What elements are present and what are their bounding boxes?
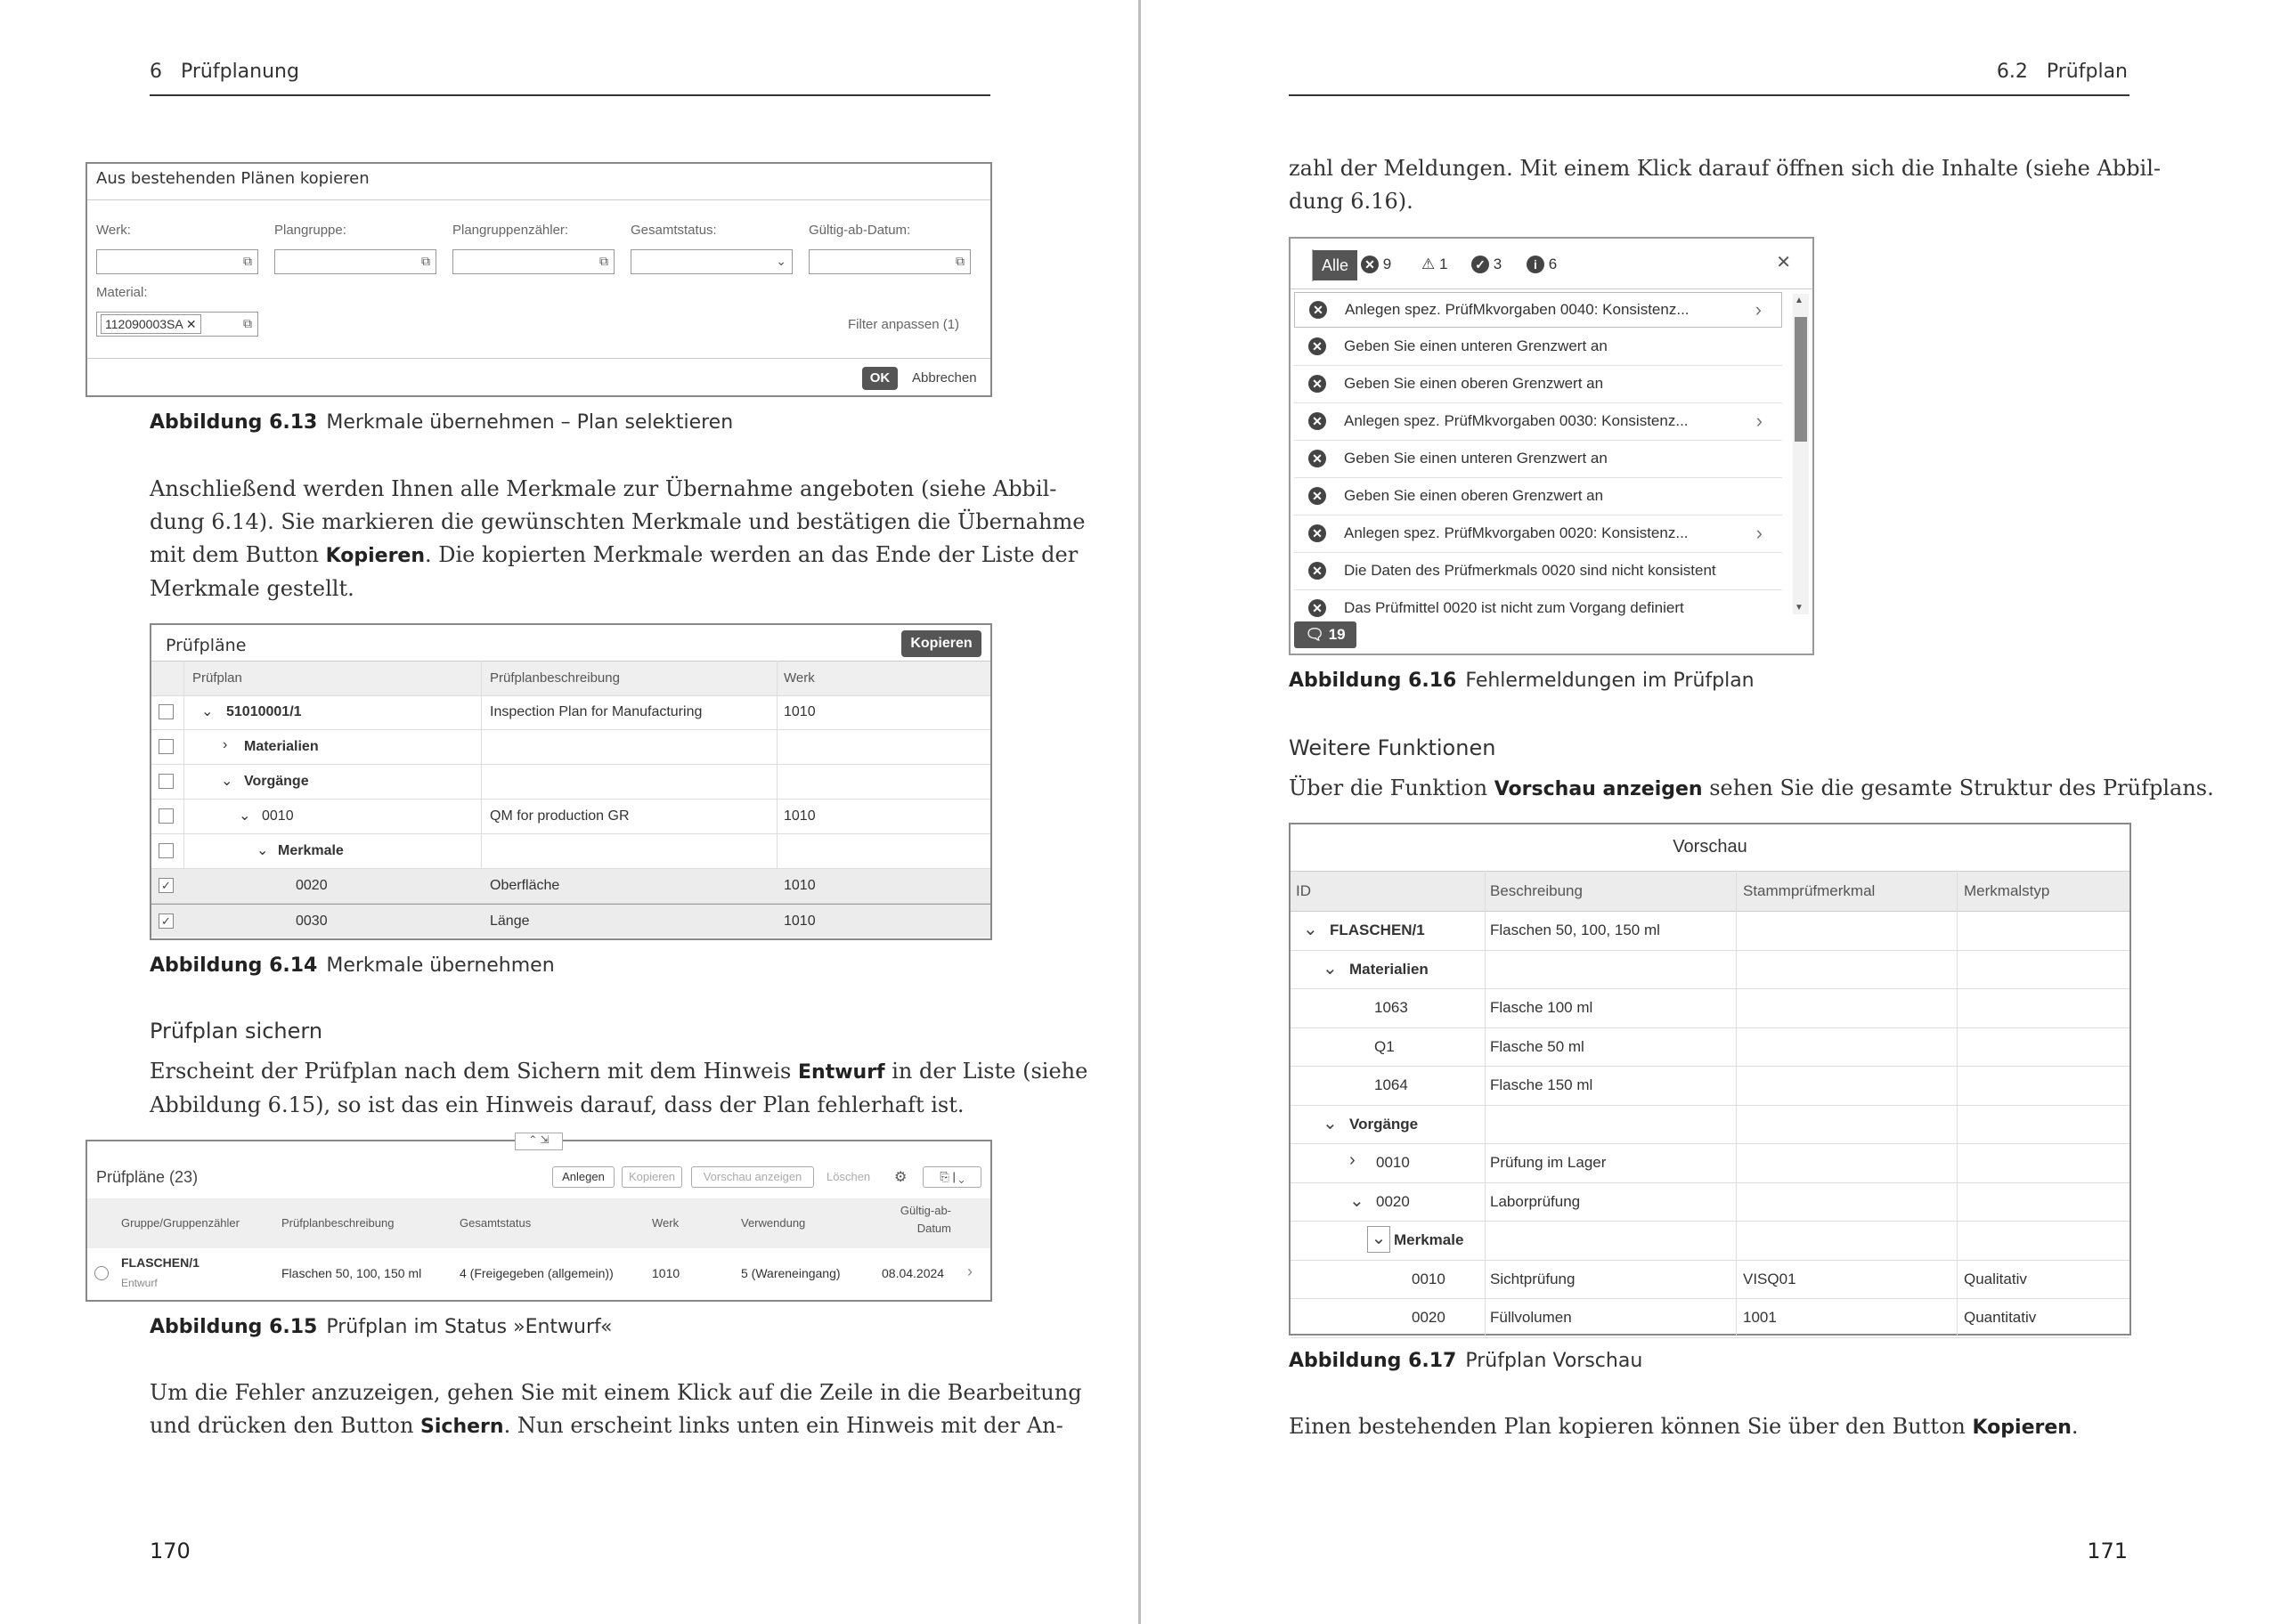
table-row[interactable] — [151, 765, 990, 800]
footer-divider — [87, 358, 990, 359]
scrollbar-thumb[interactable] — [1795, 317, 1807, 442]
table-row[interactable] — [151, 800, 990, 834]
text-line: Um die Fehler anzuzeigen, gehen Sie mit einem Klick auf die Zeile in die Bearbeitung — [150, 1380, 1082, 1405]
table-row[interactable] — [151, 730, 990, 765]
datum-label: Gültig-ab-Datum: — [809, 223, 911, 238]
message-item[interactable] — [1294, 292, 1782, 328]
message-text: Anlegen spez. PrüfMkvorgaben 0030: Konsistenz... — [1344, 412, 1689, 429]
close-icon[interactable]: ✕ — [1776, 253, 1791, 272]
caption-text: Prüfplan im Status »Entwurf« — [326, 1316, 613, 1338]
pruefplaene-list — [86, 1133, 992, 1302]
row-desc: Flasche 50 ml — [1490, 1037, 1584, 1055]
success-count: 3 — [1493, 256, 1502, 272]
table-header — [1291, 871, 2129, 912]
message-text: Anlegen spez. PrüfMkvorgaben 0040: Konsistenz... — [1345, 301, 1690, 318]
row-stamm: 1001 — [1743, 1309, 1777, 1326]
table-row[interactable] — [1291, 1221, 2129, 1261]
value-help-icon[interactable]: ⧉ — [243, 316, 252, 330]
message-item[interactable] — [1294, 404, 1782, 441]
error-icon: ✕ — [1308, 375, 1326, 393]
value-help-icon[interactable]: ⧉ — [421, 254, 430, 268]
chevron-up-icon[interactable]: ⌃ — [528, 1133, 538, 1146]
caption-6-17 — [1289, 1350, 1642, 1372]
chevron-down-icon[interactable]: ⌄ — [776, 254, 786, 268]
table-row[interactable] — [1291, 1298, 2129, 1338]
bold-term: Sichern — [420, 1416, 504, 1438]
row-id: FLASCHEN/1 — [1330, 922, 1425, 938]
bold-term: Entwurf — [798, 1061, 885, 1084]
row-id: Materialien — [1349, 960, 1429, 978]
column-header: Beschreibung — [1490, 882, 1583, 899]
section-heading: Prüfplan sichern — [150, 1019, 323, 1043]
column-header: Werk — [652, 1216, 680, 1230]
row-checkbox[interactable] — [159, 704, 174, 719]
table-row-selected[interactable] — [151, 904, 990, 938]
message-item[interactable] — [1294, 554, 1782, 590]
pruefplaene-table — [150, 623, 992, 940]
column-header: Datum — [916, 1222, 951, 1235]
chevron-right-icon[interactable]: › — [1755, 410, 1763, 432]
caption-number: Abbildung 6.16 — [1289, 670, 1457, 692]
message-icon: 🗨 — [1305, 626, 1324, 643]
error-icon: ✕ — [1361, 256, 1379, 273]
row-id: 1063 — [1374, 999, 1408, 1016]
row-werk: 1010 — [784, 914, 816, 929]
text-line: Abbildung 6.15), so ist das ein Hinweis darauf, dass der Plan fehlerhaft ist. — [150, 1092, 965, 1117]
plangruppe-label: Plangruppe: — [274, 223, 346, 238]
plangruppe-input[interactable] — [274, 249, 436, 274]
value-help-icon[interactable]: ⧉ — [243, 254, 252, 268]
message-item[interactable] — [1294, 329, 1782, 366]
table-row[interactable] — [87, 1248, 990, 1298]
text-run: . Die kopierten Merkmale werden an das Ende der Liste der — [425, 542, 1079, 567]
caption-6-14 — [150, 954, 555, 977]
datum-input[interactable] — [809, 249, 971, 274]
row-label: 51010001/1 — [226, 704, 302, 719]
table-row[interactable] — [1291, 1260, 2129, 1300]
text-run: Erscheint der Prüfplan nach dem Sichern mit dem Hinweis — [150, 1059, 798, 1084]
status-draft: Entwurf — [121, 1277, 158, 1289]
error-icon: ✕ — [1308, 562, 1326, 580]
table-row[interactable] — [1291, 1066, 2129, 1106]
row-desc: Oberfläche — [490, 878, 560, 893]
row-checkbox[interactable] — [159, 739, 174, 754]
table-row[interactable] — [1291, 1027, 2129, 1068]
message-item[interactable] — [1294, 367, 1782, 403]
row-id: Merkmale — [1394, 1231, 1464, 1248]
caption-number: Abbildung 6.17 — [1289, 1350, 1457, 1372]
werk-input[interactable] — [96, 249, 258, 274]
row-desc: Flaschen 50, 100, 150 ml — [1490, 922, 1660, 938]
text-run: . — [2071, 1414, 2079, 1439]
text-line — [1289, 772, 2214, 806]
column-header: Werk — [784, 670, 815, 686]
tab-bar-extent — [1313, 250, 1578, 280]
text-line: dung 6.16). — [1289, 189, 1413, 214]
close-icon[interactable]: ✕ — [185, 317, 197, 331]
row-desc: Füllvolumen — [1490, 1309, 1572, 1326]
row-id: 0020 — [1412, 1309, 1445, 1326]
caption-text: Fehlermeldungen im Prüfplan — [1465, 670, 1755, 692]
running-head-left — [150, 61, 299, 83]
message-badge-button[interactable] — [1294, 621, 1356, 648]
row-label: Materialien — [244, 739, 319, 754]
row-desc: Inspection Plan for Manufacturing — [490, 704, 703, 719]
row-werk: 1010 — [784, 878, 816, 893]
caption-6-15 — [150, 1316, 612, 1338]
message-text: Die Daten des Prüfmerkmals 0020 sind nicht konsistent — [1344, 562, 1716, 579]
text-run: mit dem Button — [150, 542, 326, 567]
section-number: 6.2 — [1996, 61, 2028, 83]
check-icon: ✓ — [161, 914, 171, 928]
success-icon: ✓ — [1471, 256, 1489, 273]
gear-icon[interactable]: ⚙ — [894, 1170, 908, 1185]
paragraph-1 — [150, 473, 1086, 605]
table-row[interactable] — [151, 834, 990, 869]
table-row[interactable] — [1291, 1143, 2129, 1183]
row-id: 0020 — [1376, 1192, 1410, 1210]
caption-text: Merkmale übernehmen — [326, 954, 555, 977]
list-header — [87, 1198, 990, 1248]
column-header: Prüfplan — [192, 670, 242, 686]
column-header: Gesamtstatus — [460, 1216, 532, 1230]
text-run: Einen bestehenden Plan kopieren können Sie über den Button — [1289, 1414, 1973, 1439]
zaehler-input[interactable] — [452, 249, 615, 274]
row-label: Merkmale — [278, 843, 344, 858]
bold-term: Kopieren — [325, 545, 425, 567]
row-desc: Flasche 100 ml — [1490, 999, 1593, 1016]
paragraph-3 — [1289, 1410, 2144, 1444]
error-count: 9 — [1382, 256, 1392, 272]
message-popover — [1289, 237, 1814, 655]
caption-text: Prüfplan Vorschau — [1465, 1350, 1643, 1372]
preview-table — [1289, 823, 2131, 1336]
row-label: Vorgänge — [244, 774, 309, 789]
chevron-down-icon: ⌄ — [958, 1170, 965, 1183]
error-icon: ✕ — [1308, 412, 1326, 430]
row-typ: Quantitativ — [1964, 1309, 2037, 1326]
chevron-down-icon[interactable]: ⌄ — [1349, 1190, 1364, 1211]
table-row[interactable] — [1291, 988, 2129, 1028]
column-header: Gruppe/Gruppenzähler — [121, 1216, 240, 1230]
row-radio[interactable] — [94, 1266, 109, 1280]
copy-button[interactable]: Kopieren — [901, 630, 981, 657]
filter-link[interactable]: Filter anpassen (1) — [848, 317, 960, 332]
table-header — [151, 661, 990, 696]
message-text: Geben Sie einen unteren Grenzwert an — [1344, 337, 1608, 354]
status-label: Gesamtstatus: — [631, 223, 717, 238]
row-id: Q1 — [1374, 1037, 1395, 1055]
message-item[interactable] — [1294, 479, 1782, 516]
text-line: zahl der Meldungen. Mit einem Klick darauf öffnen sich die Inhalte (siehe Abbil- — [1289, 156, 2162, 181]
section-title: Prüfplan — [2046, 61, 2128, 83]
message-count: 19 — [1328, 626, 1346, 643]
row-checkbox[interactable] — [159, 774, 174, 789]
table-title: Prüfpläne — [166, 636, 247, 655]
chevron-right-icon[interactable]: › — [223, 737, 228, 752]
paragraph-2 — [1289, 772, 2214, 806]
row-label: 0030 — [296, 914, 328, 929]
text-run: in der Liste (siehe — [884, 1059, 1088, 1084]
running-head-right — [1997, 61, 2128, 83]
column-header: Stammprüfmerkmal — [1743, 882, 1876, 899]
text-line: dung 6.14). Sie markieren die gewünschten Merkmale und bestätigen die Übernahme — [150, 509, 1086, 534]
copy-button[interactable]: Kopieren — [622, 1166, 682, 1188]
chevron-down-icon[interactable]: ⌄ — [1367, 1226, 1390, 1253]
material-label: Material: — [96, 285, 148, 300]
zaehler-label: Plangruppenzähler: — [452, 223, 569, 238]
message-text: Geben Sie einen oberen Grenzwert an — [1344, 487, 1604, 504]
section-heading: Weitere Funktionen — [1289, 735, 1496, 760]
text-line: Anschließend werden Ihnen alle Merkmale zur Übernahme angeboten (siehe Abbil- — [150, 476, 1057, 501]
row-werk: 1010 — [652, 1266, 680, 1280]
check-icon: ✓ — [161, 879, 171, 892]
message-list[interactable] — [1294, 290, 1789, 620]
row-checkbox[interactable] — [159, 808, 174, 824]
message-item[interactable] — [1294, 516, 1782, 553]
pin-icon[interactable]: ⇲ — [540, 1133, 550, 1146]
column-header: Prüfplanbeschreibung — [281, 1216, 395, 1230]
chevron-down-icon[interactable]: ⌄ — [256, 843, 269, 858]
row-desc: Flasche 150 ml — [1490, 1076, 1593, 1093]
error-icon: ✕ — [1308, 450, 1326, 467]
column-header: Verwendung — [741, 1216, 806, 1230]
text-line — [150, 1055, 1088, 1089]
row-werk: 1010 — [784, 704, 816, 719]
copy-plans-dialog — [86, 162, 992, 397]
column-header: ID — [1296, 882, 1311, 899]
column-header: Merkmalstyp — [1964, 882, 2050, 899]
text-run: Über die Funktion — [1289, 775, 1494, 800]
chevron-down-icon[interactable]: ⌄ — [1323, 1113, 1338, 1133]
row-desc: Länge — [490, 914, 530, 929]
bold-term: Kopieren — [1972, 1417, 2072, 1439]
text-line: Merkmale gestellt. — [150, 576, 354, 601]
status-select[interactable] — [631, 249, 793, 274]
chevron-right-icon[interactable]: › — [1755, 298, 1762, 321]
chevron-right-icon[interactable]: › — [967, 1263, 973, 1280]
preview-button[interactable]: Vorschau anzeigen — [691, 1166, 814, 1188]
preview-title: Vorschau — [1673, 837, 1747, 857]
table-row[interactable] — [1291, 950, 2129, 990]
row-label: 0020 — [296, 878, 328, 893]
export-icon: ⎘ — [940, 1170, 949, 1183]
message-item[interactable] — [1294, 591, 1782, 620]
chevron-down-icon[interactable]: ⌄ — [201, 704, 214, 719]
error-icon: ✕ — [1309, 301, 1327, 319]
message-text: Das Prüfmittel 0020 ist nicht zum Vorgang definiert — [1344, 599, 1684, 616]
text-line — [1289, 1410, 2144, 1444]
row-id: 1064 — [1374, 1076, 1408, 1093]
calendar-icon[interactable]: ⧉ — [956, 254, 965, 268]
tab-all[interactable]: Alle — [1313, 250, 1357, 280]
chevron-down-icon[interactable]: ⌄ — [1323, 958, 1338, 978]
row-id: Vorgänge — [1349, 1115, 1419, 1133]
text-run: und drücken den Button — [150, 1413, 421, 1438]
info-icon: i — [1527, 256, 1544, 273]
error-icon: ✕ — [1308, 487, 1326, 505]
row-stamm: VISQ01 — [1743, 1270, 1796, 1287]
error-icon: ✕ — [1308, 524, 1326, 542]
warning-count: 1 — [1438, 256, 1448, 272]
chapter-number: 6 — [150, 61, 162, 83]
paragraph-1 — [1289, 152, 2162, 218]
row-id: 0010 — [1376, 1154, 1410, 1171]
text-run: sehen Sie die gesamte Struktur des Prüfplans. — [1702, 775, 2214, 800]
row-checkbox[interactable] — [159, 843, 174, 858]
row-date: 08.04.2024 — [882, 1266, 945, 1280]
create-button[interactable]: Anlegen — [552, 1166, 615, 1188]
bold-term: Vorschau anzeigen — [1494, 778, 1703, 800]
divider — [87, 199, 990, 200]
table-row[interactable] — [1291, 911, 2129, 951]
column-header: Prüfplanbeschreibung — [490, 670, 620, 686]
caption-6-13 — [150, 411, 733, 434]
row-status: 4 (Freigegeben (allgemein)) — [460, 1266, 614, 1280]
caption-number: Abbildung 6.13 — [150, 411, 318, 434]
preview-grid — [1291, 871, 2129, 1334]
row-desc: Flaschen 50, 100, 150 ml — [281, 1266, 422, 1280]
material-input[interactable] — [96, 312, 258, 337]
scroll-up-icon[interactable]: ▲ — [1795, 296, 1804, 305]
message-text: Geben Sie einen unteren Grenzwert an — [1344, 450, 1608, 467]
row-checkbox-checked[interactable] — [159, 878, 174, 893]
header-rule — [150, 94, 990, 96]
chevron-down-icon[interactable]: ⌄ — [239, 808, 251, 824]
chevron-right-icon[interactable]: › — [1755, 522, 1763, 544]
row-checkbox-checked[interactable] — [159, 914, 174, 929]
page-number: 170 — [150, 1539, 191, 1563]
row-desc: Prüfung im Lager — [1490, 1154, 1607, 1171]
ok-button[interactable]: OK — [862, 367, 898, 390]
row-werk: 1010 — [784, 808, 816, 824]
list-title: Prüfpläne (23) — [96, 1168, 199, 1186]
chevron-down-icon[interactable]: ⌄ — [1303, 920, 1318, 939]
dialog-title: Aus bestehenden Plänen kopieren — [96, 169, 370, 188]
material-token[interactable] — [101, 314, 201, 334]
row-desc: Sichtprüfung — [1490, 1270, 1576, 1287]
info-count: 6 — [1548, 256, 1558, 272]
text-line — [150, 1409, 1063, 1443]
error-icon: ✕ — [1308, 337, 1326, 355]
delete-button[interactable]: Löschen — [826, 1170, 871, 1183]
text-line — [150, 539, 1079, 572]
row-label: 0010 — [262, 808, 294, 824]
text-run: . Nun erscheint links unten ein Hinweis mit der An- — [503, 1413, 1063, 1438]
chevron-right-icon[interactable]: › — [1349, 1150, 1356, 1170]
scrollbar[interactable] — [1793, 294, 1809, 614]
header-rule — [1289, 94, 2129, 96]
export-menu-button[interactable]: ⎘ | ⌄ — [923, 1166, 981, 1188]
row-desc: QM for production GR — [490, 808, 630, 824]
page-number: 171 — [2087, 1539, 2128, 1563]
divider — [1291, 288, 1812, 289]
caption-number: Abbildung 6.15 — [150, 1316, 318, 1338]
caption-number: Abbildung 6.14 — [150, 954, 318, 977]
table-row-selected[interactable] — [151, 869, 990, 904]
chevron-down-icon[interactable]: ⌄ — [221, 774, 233, 789]
werk-label: Werk: — [96, 223, 131, 238]
message-text: Anlegen spez. PrüfMkvorgaben 0020: Konsistenz... — [1344, 524, 1689, 541]
left-page — [0, 0, 1138, 1624]
row-id: 0010 — [1412, 1270, 1445, 1287]
row-group: FLASCHEN/1 — [121, 1255, 200, 1270]
caption-text: Merkmale übernehmen – Plan selektieren — [326, 411, 734, 434]
message-item[interactable] — [1294, 442, 1782, 478]
message-text: Geben Sie einen oberen Grenzwert an — [1344, 375, 1604, 392]
column-header: Gültig-ab- — [900, 1204, 951, 1217]
caption-6-16 — [1289, 670, 1755, 692]
material-token-label: 112090003SA — [105, 317, 183, 331]
cancel-button[interactable]: Abbrechen — [912, 370, 977, 386]
row-use: 5 (Wareneingang) — [741, 1266, 841, 1280]
table-row[interactable] — [1291, 1182, 2129, 1222]
value-help-icon[interactable]: ⧉ — [599, 254, 608, 268]
right-page — [1141, 0, 2279, 1624]
collapse-header-handle[interactable] — [515, 1133, 563, 1150]
scroll-down-icon[interactable]: ▼ — [1795, 603, 1804, 613]
chapter-title: Prüfplanung — [180, 61, 299, 83]
row-typ: Qualitativ — [1964, 1270, 2027, 1287]
paragraph-2 — [150, 1055, 1088, 1122]
paragraph-3 — [150, 1376, 1082, 1443]
error-icon: ✕ — [1308, 599, 1326, 617]
warning-icon: ⚠ — [1421, 256, 1436, 272]
row-desc: Laborprüfung — [1490, 1192, 1581, 1210]
message-filter-tabs — [1312, 249, 1558, 281]
table-row[interactable] — [1291, 1105, 2129, 1145]
table-row[interactable] — [151, 695, 990, 730]
